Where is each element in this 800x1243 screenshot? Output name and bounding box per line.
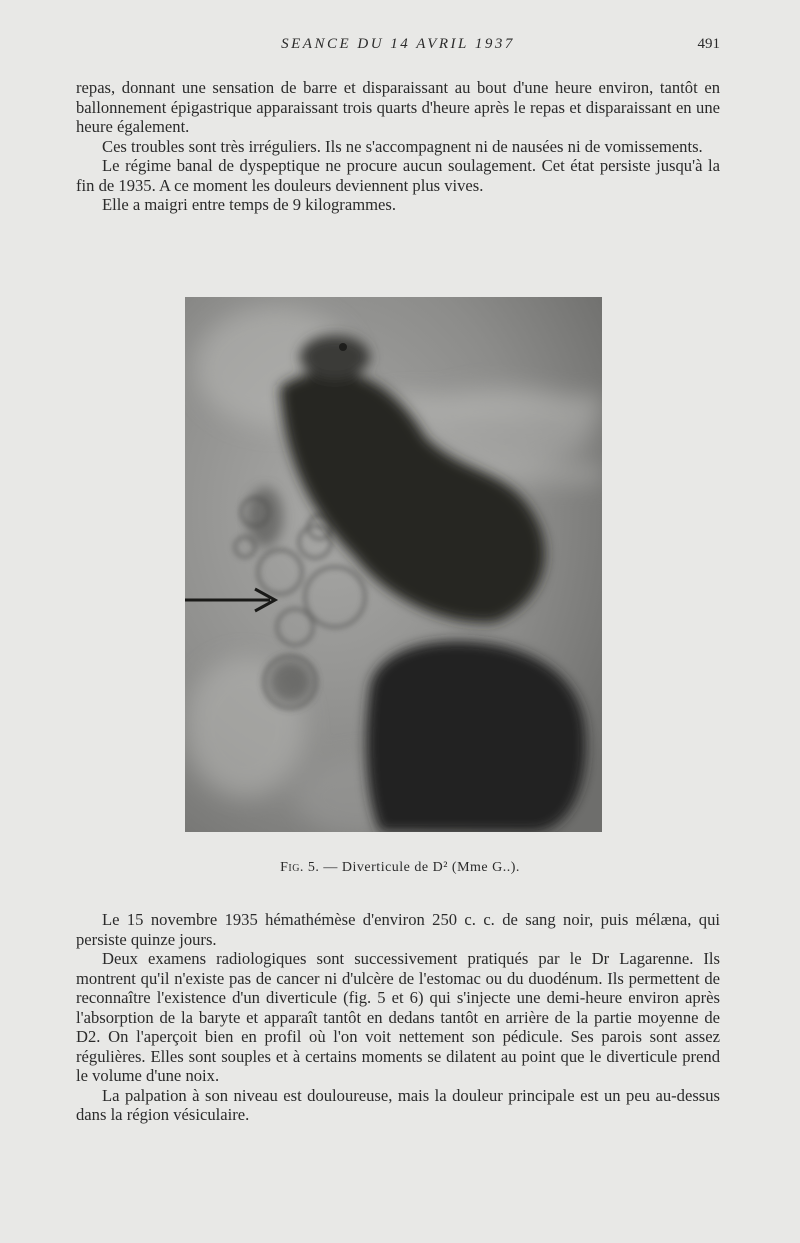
caption-label: Fig. 5. bbox=[280, 860, 320, 875]
paragraph: Le 15 novembre 1935 hémathémèse d'environ 250 c. c. de sang noir, puis mélæna, qui persiste quinze jours. bbox=[76, 910, 720, 949]
page-number: 491 bbox=[697, 36, 720, 52]
paragraph: Le régime banal de dyspeptique ne procure aucun soulagement. Cet état persiste jusqu'à la fin de 1935. A ce moment les douleurs deviennent plus vives. bbox=[76, 156, 720, 195]
text-block-top bbox=[76, 78, 720, 215]
paragraph: Deux examens radiologiques sont successivement pratiqués par le Dr Lagarenne. Ils montrent qu'il n'existe pas de cancer ni d'ulcère de l'estomac ou du duodénum. Ils permettent de reconnaître l'existence d'un diverticule (fig. 5 et 6) qui s'injecte une demi-heure environ après l'absorption de la baryte et apparaît tantôt en dedans tantôt en arrière de la partie moyenne de D2. On l'aperçoit bien en profil où l'on voit nettement son pédicule. Ses parois sont assez régulières. Elles sont souples et à certains moments se dilatent au point que le diverticule prend le volume d'une noix. bbox=[76, 949, 720, 1085]
paragraph: Elle a maigri entre temps de 9 kilogrammes. bbox=[102, 195, 396, 214]
paragraph: repas, donnant une sensation de barre et disparaissant au bout d'une heure environ, tantôt en ballonnement épigastrique apparaissant trois quarts d'heure après le repas et disparaissant en une heure également. bbox=[76, 78, 720, 136]
page-header bbox=[76, 36, 720, 58]
paragraph: Ces troubles sont très irréguliers. Ils ne s'accompagnent ni de nausées ni de vomissements. bbox=[102, 136, 703, 156]
paragraph: La palpation à son niveau est douloureuse, mais la douleur principale est un peu au-dessus dans la région vésiculaire. bbox=[76, 1085, 720, 1124]
running-title: SEANCE DU 14 AVRIL 1937 bbox=[281, 36, 515, 52]
caption-text: — Diverticule de D² (Mme G..). bbox=[319, 860, 520, 875]
radiograph-image bbox=[185, 297, 602, 832]
text-block-bottom bbox=[76, 910, 720, 1125]
radiograph-figure bbox=[185, 297, 602, 832]
figure-caption bbox=[0, 860, 800, 876]
